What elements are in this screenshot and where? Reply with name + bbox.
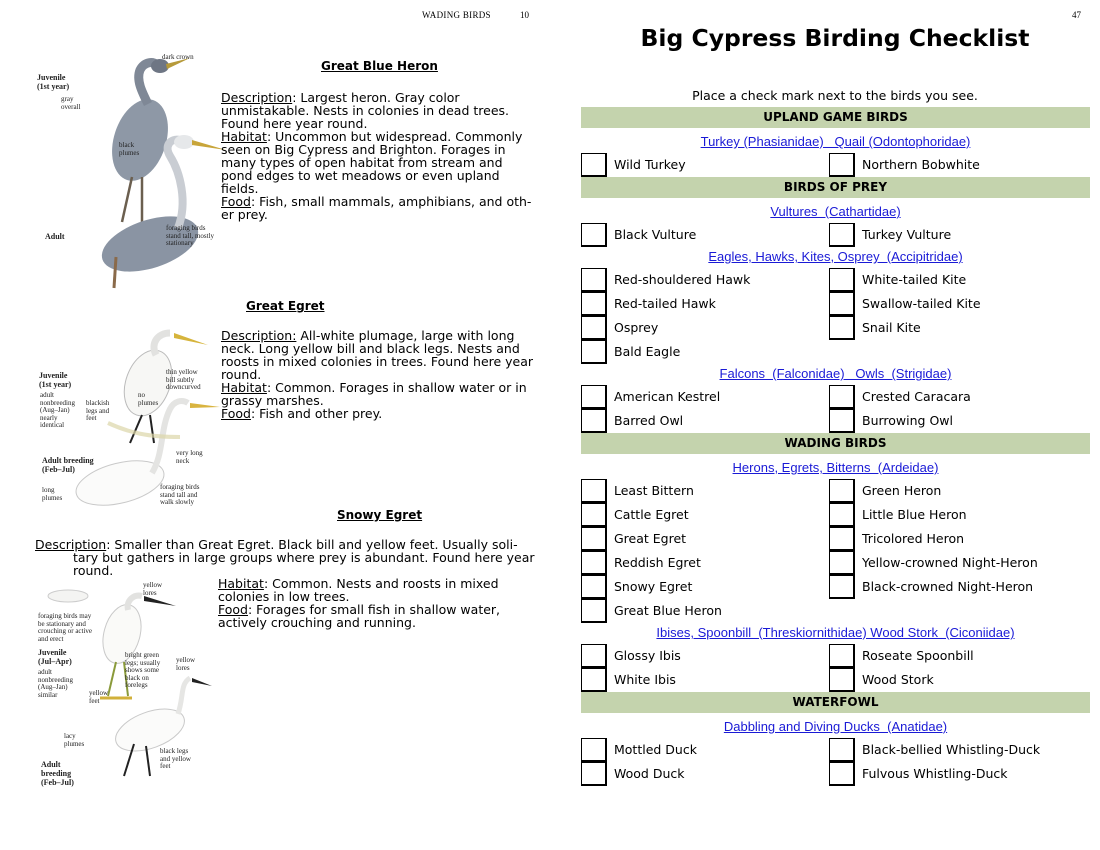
checklist-item-glossy-ibis[interactable] [581, 644, 821, 668]
bird-name: Northern Bobwhite [862, 157, 980, 172]
checklist-item-osprey[interactable] [581, 316, 821, 340]
bird-name: Great Egret [614, 531, 687, 546]
bird-name: American Kestrel [614, 389, 721, 404]
bird-name: Swallow-tailed Kite [862, 296, 981, 311]
checkbox[interactable] [581, 738, 607, 762]
checkbox[interactable] [581, 644, 607, 668]
checklist-item-snowy-egret[interactable] [581, 575, 821, 599]
description-label: Description [221, 90, 293, 105]
species-text-great-egret [221, 329, 541, 420]
checklist-item-great-egret[interactable] [581, 527, 821, 551]
description-text: All-white plumage, large with long neck. Long yellow bill and black legs. Nests and roosts in mixed colonies in trees. Found here year round. [221, 328, 534, 382]
checklist-item-great-blue-heron[interactable] [581, 599, 821, 623]
annotation: yellow lores [176, 656, 196, 672]
bird-name: Little Blue Heron [862, 507, 967, 522]
checkbox[interactable] [581, 316, 607, 340]
bird-name: Cattle Egret [614, 507, 689, 522]
annotation: Adult breeding (Feb–Jul) [42, 456, 94, 474]
species-title-snowy-egret: Snowy Egret [337, 508, 423, 522]
annotation: lacy plumes [64, 732, 85, 748]
family-heading: Ibises, Spoonbill (Threskiornithidae) Wood Stork (Ciconiidae) [656, 625, 1015, 640]
family-heading: Vultures (Cathartidae) [770, 204, 901, 219]
checklist-item-wood-duck[interactable] [581, 762, 821, 786]
checklist-item-black-vulture[interactable] [581, 223, 821, 247]
family-heading: Herons, Egrets, Bitterns (Ardeidae) [732, 460, 939, 475]
checkbox[interactable] [581, 599, 607, 623]
checklist-item-white-tailed-kite[interactable] [829, 268, 1069, 292]
checklist-item-northern-bobwhite[interactable] [829, 153, 1069, 177]
species-title-great-blue-heron: Great Blue Heron [321, 59, 438, 73]
annotation: bright green legs; usually shows some black on forelegs [125, 651, 161, 689]
food-text: : Forages for small fish in shallow water, actively crouching and running. [218, 602, 501, 630]
annotation: thin yellow bill subtly downcurved [166, 368, 201, 391]
bird-name: White Ibis [614, 672, 676, 687]
checklist-item-mottled-duck[interactable] [581, 738, 821, 762]
checklist-item-red-shouldered-hawk[interactable] [581, 268, 821, 292]
checkbox[interactable] [829, 153, 855, 177]
checklist-item-turkey-vulture[interactable] [829, 223, 1069, 247]
checkbox[interactable] [581, 292, 607, 316]
checkbox[interactable] [829, 223, 855, 247]
annotation: very long neck [176, 449, 203, 465]
food-text: : Fish and other prey. [250, 406, 383, 421]
category-header-upland-game-birds: UPLAND GAME BIRDS [581, 107, 1090, 128]
description-text: : Smaller than Great Egret. Black bill and yellow feet. Usually soli- [106, 537, 518, 552]
species-text-great-blue-heron [221, 91, 541, 221]
annotation: black plumes [119, 141, 140, 157]
annotation: foraging birds stand tall and walk slowly [160, 483, 200, 506]
checkbox[interactable] [829, 762, 855, 786]
bird-name: Black-bellied Whistling-Duck [862, 742, 1041, 757]
food-label: Food [221, 406, 251, 421]
left-page-number: 10 [520, 10, 529, 20]
bird-name: Barred Owl [614, 413, 684, 428]
annotation: blackish legs and feet [86, 399, 110, 422]
checkbox[interactable] [581, 503, 607, 527]
bird-name: Wood Stork [862, 672, 934, 687]
bird-name: Snowy Egret [614, 579, 693, 594]
checklist-item-black-crowned-night-heron[interactable] [829, 575, 1069, 599]
annotation: long plumes [42, 486, 63, 502]
annotation: Adult breeding (Feb–Jul) [41, 760, 74, 787]
running-header: WADING BIRDS [422, 10, 491, 20]
habitat-label: Habitat [218, 576, 264, 591]
bird-name: Wild Turkey [614, 157, 686, 172]
checklist-item-crested-caracara[interactable] [829, 385, 1069, 409]
checkbox[interactable] [829, 268, 855, 292]
food-text: : Fish, small mammals, amphibians, and oth- er prey. [221, 194, 532, 222]
bird-name: Fulvous Whistling-Duck [862, 766, 1008, 781]
checklist-item-reddish-egret[interactable] [581, 551, 821, 575]
annotation: yellow lores [143, 581, 163, 597]
bird-name: White-tailed Kite [862, 272, 967, 287]
family-heading: Eagles, Hawks, Kites, Osprey (Accipitridae) [708, 249, 963, 264]
checkbox[interactable] [829, 409, 855, 433]
bird-name: Reddish Egret [614, 555, 701, 570]
checkbox[interactable] [829, 575, 855, 599]
annotation: adult nonbreeding (Aug–Jan) similar [38, 668, 73, 699]
habitat-label: Habitat [221, 380, 267, 395]
checkbox[interactable] [581, 575, 607, 599]
checklist-item-green-heron[interactable] [829, 479, 1069, 503]
checklist-item-burrowing-owl[interactable] [829, 409, 1069, 433]
bird-name: Great Blue Heron [614, 603, 722, 618]
annotation: no plumes [138, 391, 159, 407]
species-text-snowy-egret-line2: tary but gathers in large groups where prey is abundant. Found here year round. [73, 550, 535, 578]
bird-name: Red-shouldered Hawk [614, 272, 751, 287]
checklist-item-wood-stork[interactable] [829, 668, 1069, 692]
habitat-text: : Common. Nests and roosts in mixed colonies in low trees. [218, 576, 499, 604]
habitat-text: : Common. Forages in shallow water or in grassy marshes. [221, 380, 527, 408]
annotation: Adult [45, 232, 65, 241]
page-title: Big Cypress Birding Checklist [640, 24, 1030, 52]
food-label: Food [218, 602, 248, 617]
checkbox[interactable] [581, 762, 607, 786]
small-foraging-egret-drawing [48, 590, 88, 602]
checklist-item-white-ibis[interactable] [581, 668, 821, 692]
category-header-wading-birds: WADING BIRDS [581, 433, 1090, 454]
checklist-item-red-tailed-hawk[interactable] [581, 292, 821, 316]
family-heading: Dabbling and Diving Ducks (Anatidae) [723, 719, 948, 734]
checkbox[interactable] [829, 551, 855, 575]
checkbox[interactable] [581, 153, 607, 177]
checklist-item-little-blue-heron[interactable] [829, 503, 1069, 527]
checklist-item-snail-kite[interactable] [829, 316, 1069, 340]
checklist-item-tricolored-heron[interactable] [829, 527, 1069, 551]
annotation: Juvenile (1st year) [39, 371, 72, 389]
checkbox[interactable] [829, 644, 855, 668]
bird-name: Black-crowned Night-Heron [862, 579, 1034, 594]
checkbox[interactable] [581, 268, 607, 292]
bird-name: Least Bittern [614, 483, 694, 498]
instructions: Place a check mark next to the birds you see. [692, 88, 978, 103]
annotation: foraging birds stand tall, mostly stationary [166, 224, 215, 247]
bird-name: Glossy Ibis [614, 648, 681, 663]
annotation: Juvenile (1st year) [37, 73, 70, 91]
family-heading: Turkey (Phasianidae) Quail (Odontophoridae) [700, 134, 971, 149]
bird-name: Crested Caracara [862, 389, 971, 404]
checkbox[interactable] [829, 385, 855, 409]
bird-name: Mottled Duck [614, 742, 697, 757]
checkbox[interactable] [581, 340, 607, 364]
annotation: gray overall [61, 95, 81, 111]
bird-name: Black Vulture [614, 227, 697, 242]
family-heading: Falcons (Falconidae) Owls (Strigidae) [719, 366, 952, 381]
annotation: foraging birds may be stationary and crouching or active and erect [38, 612, 93, 643]
annotation: black legs and yellow feet [160, 747, 191, 770]
bird-name: Roseate Spoonbill [862, 648, 974, 663]
checkbox[interactable] [829, 668, 855, 692]
bird-name: Wood Duck [614, 766, 685, 781]
checklist-item-cattle-egret[interactable] [581, 503, 821, 527]
bird-name: Turkey Vulture [862, 227, 952, 242]
checkbox[interactable] [581, 409, 607, 433]
annotation: dark crown [162, 53, 194, 61]
food-label: Food [221, 194, 251, 209]
bird-name: Burrowing Owl [862, 413, 953, 428]
checkbox[interactable] [829, 738, 855, 762]
species-title-great-egret: Great Egret [246, 299, 325, 313]
checkbox[interactable] [829, 292, 855, 316]
annotation: yellow feet [89, 689, 109, 705]
checkbox[interactable] [829, 479, 855, 503]
annotation: adult nonbreeding (Aug–Jan) nearly identical [40, 391, 75, 429]
checkbox[interactable] [581, 223, 607, 247]
checkbox[interactable] [581, 527, 607, 551]
right-page-number: 47 [1072, 10, 1081, 20]
bird-name: Osprey [614, 320, 659, 335]
description-text: : Largest heron. Gray color unmistakable. Nests in colonies in dead trees. Found here year round. [221, 90, 510, 131]
bird-name: Tricolored Heron [862, 531, 965, 546]
checkbox[interactable] [829, 527, 855, 551]
checklist-item-wild-turkey[interactable] [581, 153, 821, 177]
category-header-waterfowl: WATERFOWL [581, 692, 1090, 713]
checklist-item-bald-eagle[interactable] [581, 340, 821, 364]
checkbox[interactable] [581, 479, 607, 503]
checkbox[interactable] [829, 316, 855, 340]
checkbox[interactable] [829, 503, 855, 527]
bird-name: Green Heron [862, 483, 942, 498]
annotation: Juvenile (Jul–Apr) [38, 648, 72, 666]
checklist-item-black-bellied-whistling-duck[interactable] [829, 738, 1069, 762]
checkbox[interactable] [581, 385, 607, 409]
checklist-item-yellow-crowned-night-heron[interactable] [829, 551, 1069, 575]
checklist-item-least-bittern[interactable] [581, 479, 821, 503]
checklist-item-swallow-tailed-kite[interactable] [829, 292, 1069, 316]
bird-name: Red-tailed Hawk [614, 296, 716, 311]
category-header-birds-of-prey: BIRDS OF PREY [581, 177, 1090, 198]
checkbox[interactable] [581, 551, 607, 575]
description-label: Description [35, 537, 107, 552]
bird-name: Snail Kite [862, 320, 921, 335]
habitat-label: Habitat [221, 129, 267, 144]
checklist-item-roseate-spoonbill[interactable] [829, 644, 1069, 668]
checklist-item-american-kestrel[interactable] [581, 385, 821, 409]
checklist-item-fulvous-whistling-duck[interactable] [829, 762, 1069, 786]
bird-name: Yellow-crowned Night-Heron [862, 555, 1038, 570]
checklist-item-barred-owl[interactable] [581, 409, 821, 433]
checkbox[interactable] [581, 668, 607, 692]
bird-name: Bald Eagle [614, 344, 681, 359]
description-label: Description: [221, 328, 297, 343]
species-text-snowy-egret-rest [218, 577, 538, 629]
habitat-text: : Uncommon but widespread. Commonly seen on Big Cypress and Brighton. Forages in many types of open habitat from stream and pond edges to wet meadows or even upland fields. [221, 129, 523, 196]
